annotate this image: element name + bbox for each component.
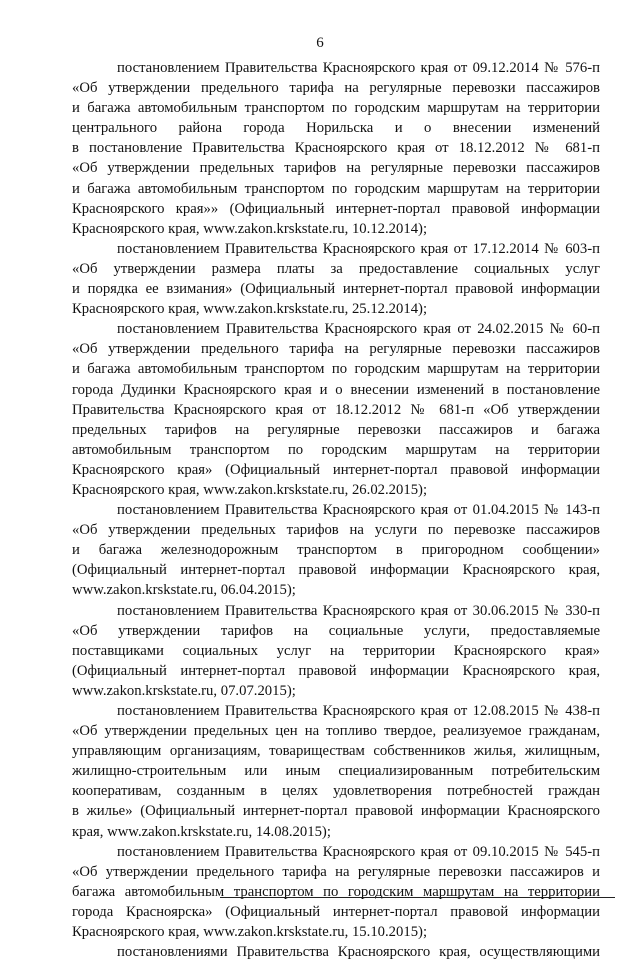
- text-line: центрального района города Норильска и о внесении изменений: [72, 120, 600, 137]
- text-line: «Об утверждении тарифов на социальные услуги, предоставляемые: [72, 622, 600, 639]
- text-line: Красноярского края, www.zakon.krskstate.ru, 10.12.2014);: [72, 220, 428, 237]
- text-line: Красноярского края, www.zakon.krskstate.ru, 15.10.2015);: [72, 924, 428, 941]
- text-line: «Об утверждении предельных цен на топливо твердое, реализуемое гражданам,: [72, 723, 600, 740]
- text-line: автомобильным транспортом по городским маршрутам на территории: [72, 441, 600, 458]
- text-line: «Об утверждении предельного тарифа на регулярные перевозки пассажиров: [72, 341, 600, 358]
- text-line: Красноярского края»» (Официальный интернет-портал правовой информации: [72, 200, 600, 217]
- text-line: и багажа автомобильным транспортом по городским маршрутам на территории: [72, 100, 600, 117]
- text-line: (Официальный интернет-портал правовой информации Красноярского края,: [72, 662, 600, 679]
- text-line: постановлением Правительства Красноярского края от 12.08.2015 № 438-п: [117, 703, 600, 719]
- document-body: [72, 58, 600, 962]
- text-line: края, www.zakon.krskstate.ru, 14.08.2015);: [72, 823, 331, 840]
- text-line: постановлением Правительства Красноярского края от 30.06.2015 № 330-п: [117, 602, 600, 619]
- text-line: постановлениями Правительства Красноярского края, осуществляющими: [117, 944, 600, 961]
- text-line: «Об утверждении предельного тарифа на регулярные перевозки пассажиров и: [72, 863, 600, 880]
- text-line: и багажа железнодорожным транспортом в пригородном сообщении»: [72, 542, 600, 559]
- text-line: и багажа автомобильным транспортом по городским маршрутам на территории: [72, 180, 600, 197]
- text-line: Красноярского края, www.zakon.krskstate.ru, 25.12.2014);: [72, 301, 428, 318]
- text-line: постановлением Правительства Красноярского края от 24.02.2015 № 60-п: [117, 321, 600, 338]
- text-line: в постановление Правительства Красноярского края от 18.12.2012 № 681-п: [72, 140, 600, 157]
- text-line: www.zakon.krskstate.ru, 07.07.2015);: [72, 682, 296, 699]
- text-line: предельных тарифов на регулярные перевозки пассажиров и багажа: [72, 421, 600, 438]
- text-line: «Об утверждении предельного тарифа на регулярные перевозки пассажиров: [72, 80, 600, 97]
- text-line: постановлением Правительства Красноярского края от 09.12.2014 № 576-п: [117, 60, 600, 76]
- text-line: постановлением Правительства Красноярского края от 01.04.2015 № 143-п: [117, 502, 600, 519]
- text-line: в жилье» (Официальный интернет-портал правовой информации Красноярского: [72, 803, 600, 820]
- text-line: поставщиками социальных услуг на территории Красноярского края»: [72, 642, 600, 659]
- text-line: жилищно-строительным или иным специализированным потребительским: [72, 763, 600, 780]
- text-line: «Об утверждении размера платы за предоставление социальных услуг: [72, 260, 600, 277]
- text-line: постановлением Правительства Красноярского края от 09.10.2015 № 545-п: [117, 843, 600, 860]
- page-number: 6: [316, 35, 324, 51]
- text-line: www.zakon.krskstate.ru, 06.04.2015);: [72, 582, 296, 599]
- text-line: управляющим организациям, товариществам собственников жилья, жилищным,: [72, 743, 600, 760]
- text-line: Красноярского края» (Официальный интернет-портал правовой информации: [72, 461, 600, 478]
- text-line: города Дудинки Красноярского края и о внесении изменений в постановление: [72, 381, 600, 398]
- text-line: кооперативам, созданным в целях удовлетворения потребностей граждан: [72, 783, 600, 800]
- text-line: постановлением Правительства Красноярского края от 17.12.2014 № 603-п: [117, 240, 600, 257]
- text-line: Правительства Красноярского края от 18.12.2012 № 681-п «Об утверждении: [72, 401, 600, 418]
- text-line: Красноярского края, www.zakon.krskstate.ru, 26.02.2015);: [72, 481, 428, 498]
- footer-rule: [220, 897, 615, 898]
- text-line: и багажа автомобильным транспортом по городским маршрутам на территории: [72, 361, 600, 378]
- text-line: багажа автомобильным транспортом по городским маршрутам на территории: [72, 883, 600, 900]
- text-line: и порядка ее взимания» (Официальный интернет-портал правовой информации: [72, 281, 600, 298]
- text-line: города Красноярска» (Официальный интернет-портал правовой информации: [72, 903, 600, 920]
- text-line: «Об утверждении предельных тарифов на регулярные перевозки пассажиров: [72, 160, 600, 177]
- text-line: «Об утверждении предельных тарифов на услуги по перевозке пассажиров: [72, 522, 600, 539]
- text-line: (Официальный интернет-портал правовой информации Красноярского края,: [72, 562, 600, 579]
